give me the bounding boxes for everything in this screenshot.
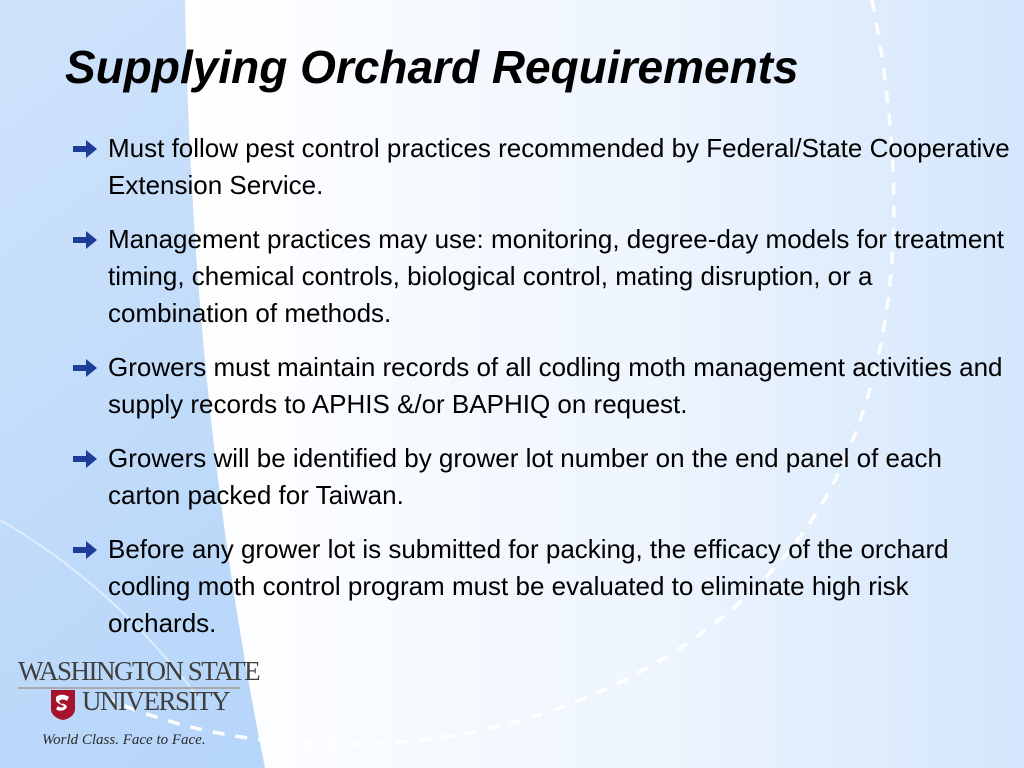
wsu-logo bbox=[16, 656, 260, 756]
arrow-right-icon bbox=[72, 130, 108, 167]
slide-title: Supplying Orchard Requirements bbox=[65, 41, 799, 93]
logo-wordmark-line1: WASHINGTON STATE bbox=[18, 656, 260, 686]
arrow-right-icon bbox=[72, 349, 108, 386]
bullet-item bbox=[72, 440, 1012, 514]
bullet-item bbox=[72, 221, 1012, 332]
bullet-text: Management practices may use: monitoring, degree-day models for treatment timing, chemical controls, biological control, mating disruption, or a combination of methods. bbox=[108, 224, 1004, 328]
bullet-text: Growers will be identified by grower lot number on the end panel of each carton packed for Taiwan. bbox=[108, 443, 942, 510]
bullet-item bbox=[72, 531, 1012, 642]
bullet-text: Growers must maintain records of all codling moth management activities and supply records to APHIS &/or BAPHIQ on request. bbox=[108, 352, 1003, 419]
bullet-item bbox=[72, 130, 1012, 204]
logo-tagline: World Class. Face to Face. bbox=[42, 732, 206, 748]
bullet-text: Must follow pest control practices recommended by Federal/State Cooperative Extension Service. bbox=[108, 133, 1010, 200]
arrow-right-icon bbox=[72, 531, 108, 568]
bullet-text: Before any grower lot is submitted for packing, the efficacy of the orchard codling moth control program must be evaluated to eliminate high risk orchards. bbox=[108, 534, 949, 638]
logo-wordmark-line2: UNIVERSITY bbox=[82, 686, 229, 716]
bullet-item bbox=[72, 349, 1012, 423]
wsu-cougar-seal-icon bbox=[50, 689, 76, 721]
arrow-right-icon bbox=[72, 440, 108, 477]
arrow-right-icon bbox=[72, 221, 108, 258]
bullet-list bbox=[72, 130, 1012, 659]
